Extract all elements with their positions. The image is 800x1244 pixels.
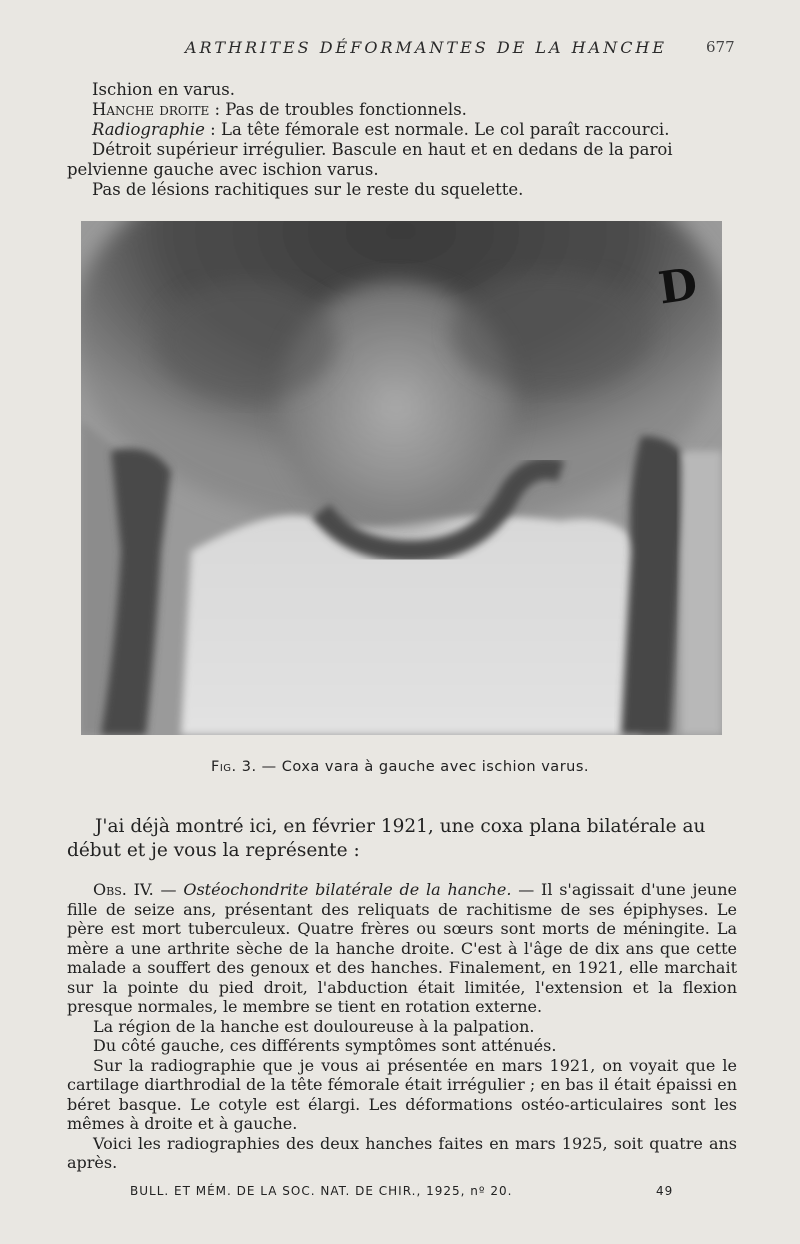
- text-line: [92, 120, 737, 140]
- page-footer: [0, 1184, 800, 1202]
- text-paragraph: Détroit supérieur irrégulier. Bascule en haut et en dedans de la paroi pelvienne gauche avec ischion varus.: [67, 140, 673, 179]
- page-number: 677: [706, 38, 735, 56]
- journal-citation: BULL. ET MÉM. DE LA SOC. NAT. DE CHIR., 1925, nº 20.: [130, 1184, 513, 1198]
- observation-paragraph: Voici les radiographies des deux hanches faites en mars 1925, soit quatre ans après.: [67, 1133, 737, 1172]
- text-line: Ischion en varus.: [92, 80, 235, 99]
- radiograph-side-marker: D: [655, 258, 701, 315]
- signature-mark: 49: [656, 1184, 674, 1198]
- lead-paragraph-block: [67, 815, 737, 863]
- observation-block: [67, 880, 737, 1173]
- observation-label: Obs. IV.: [93, 880, 154, 899]
- figure-caption: [0, 759, 800, 775]
- lead-paragraph: J'ai déjà montré ici, en février 1921, une coxa plana bilatérale au début et je vous la représente :: [67, 816, 706, 861]
- observation-paragraph: Du côté gauche, ces différents symptômes sont atténués.: [93, 1036, 557, 1055]
- figure-label: Fig. 3.: [210, 759, 257, 775]
- section-label: Hanche droite: [92, 100, 210, 119]
- top-text-block: [67, 80, 737, 200]
- text-line: Pas de lésions rachitiques sur le reste du squelette.: [92, 180, 524, 199]
- running-title: ARTHRITES DÉFORMANTES DE LA HANCHE: [185, 38, 668, 57]
- section-label: Radiographie: [92, 120, 205, 139]
- radiograph-figure: [81, 221, 722, 735]
- observation-text: — Il s'agissait d'une jeune fille de seize ans, présentant des reliquats de rachitisme de ses épiphyses. Le père est mort tuberculeux. Quatre frères ou sœurs sont morts de méningite. La mère a une arthrite sèche de la hanche droite. C'est à l'âge de dix ans que cette malade a souffert des genoux et des hanches. Finalement, en 1921, elle marchait sur la pointe du pied droit, l'abduction était limitée, l'extension et la flexion presque normales, le membre se tient en rotation externe.: [67, 880, 738, 1016]
- observation-paragraph: La région de la hanche est douloureuse à la palpation.: [93, 1016, 535, 1036]
- section-text: : Pas de troubles fonctionnels.: [209, 100, 467, 119]
- page-header: [0, 38, 800, 60]
- observation-dash: —: [153, 880, 184, 899]
- text-line: [92, 100, 737, 120]
- observation-paragraph: [67, 880, 737, 1017]
- radiograph-image: [81, 221, 722, 735]
- section-text: : La tête fémorale est normale. Le col paraît raccourci.: [204, 120, 670, 139]
- observation-title: Ostéochondrite bilatérale de la hanche.: [183, 880, 512, 899]
- figure-caption-text: — Coxa vara à gauche avec ischion varus.: [256, 759, 590, 775]
- observation-paragraph: Sur la radiographie que je vous ai présentée en mars 1921, on voyait que le cartilage diarthrodial de la tête fémorale était irrégulier ; en bas il était épaissi en béret basque. Le cotyle est élargi. Les déformations ostéo-articulaires sont les mêmes à droite et à gauche.: [67, 1055, 737, 1133]
